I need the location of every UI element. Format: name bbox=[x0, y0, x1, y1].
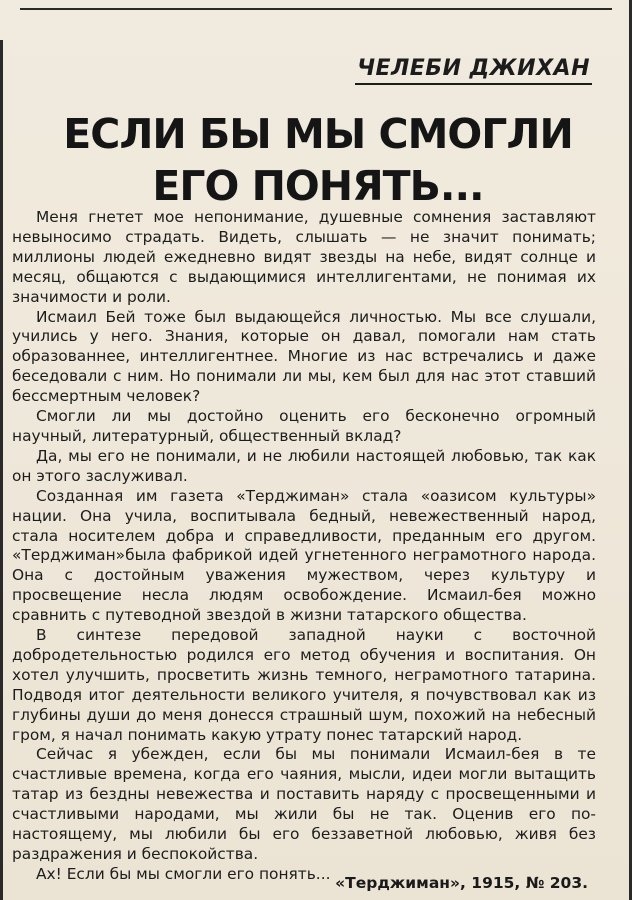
source-citation: «Терджиман», 1915, № 203. bbox=[335, 874, 588, 892]
left-rule bbox=[0, 40, 3, 900]
headline-line-2: ЕГО ПОНЯТЬ... bbox=[152, 162, 484, 210]
paragraph: Исмаил Бей тоже был выдающейся личностью. Мы все слушали, учились у него. Знания, которые он давал, помогали нам стать образованнее, интеллигентнее. Многие из нас встречались и даже беседовали с ним. Но понимали ли мы, кем был для нас этот ставший бессмертным человек? bbox=[12, 307, 596, 406]
paragraph: Ах! Если бы мы смогли его понять... bbox=[36, 864, 331, 883]
paragraph: Меня гнетет мое непонимание, душевные сомнения заставляют невыносимо страдать. Видеть, слышать — не значит понимать; миллионы людей ежедневно видят звезды на небе, видят солнце и месяц, общаются с выдающимися интеллигентами, не понимая их значимости и роли. bbox=[12, 208, 596, 306]
article-headline bbox=[40, 108, 596, 212]
paragraph: Сейчас я убежден, если бы мы понимали Исмаил-бея в те счастливые времена, когда его чаяния, мысли, идеи могли вытащить татар из бездны невежества и поставить наряду с просвещенными и счастливыми народами, мы жили бы не так. Оценив его по-настоящему, мы любили бы его беззаветной любовью, живя без раздражения и беспокойства. bbox=[12, 745, 596, 863]
headline-line-1: ЕСЛИ БЫ МЫ СМОГЛИ bbox=[63, 110, 573, 158]
paragraph: Да, мы его не понимали, и не любили настоящей любовью, так как он этого заслуживал. bbox=[12, 446, 596, 485]
paragraph: Смогли ли мы достойно оценить его бесконечно огромный научный, литературный, общественный вклад? bbox=[12, 407, 596, 445]
paragraph: В синтезе передовой западной науки с восточной добродетельностью родился его метод обучения и воспитания. Он хотел улучшить, просветить жизнь темного, неграмотного татарина. Подводя итог деятельности великого учителя, я почувствовал как из глубины души до меня донесся страшный шум, похожий на небесный гром, я начал понимать какую утрату понес татарский народ. bbox=[12, 626, 596, 744]
paragraph: Созданная им газета «Терджиман» стала «оазисом культуры» нации. Она учила, воспитывала бедный, невежественный народ, стала носителем добра и справедливости, преданным его другом. «Терджиман»была фабрикой идей угнетенного неграмотного народа. Она с достойным уважения мужеством, через культуру и просвещение несла людям освобождение. Исмаил-бея можно сравнить с путеводной звездой в жизни татарского общества. bbox=[12, 486, 596, 625]
author-byline: ЧЕЛЕБИ ДЖИХАН bbox=[355, 56, 592, 85]
article-body bbox=[12, 208, 596, 885]
top-rule bbox=[20, 8, 612, 10]
